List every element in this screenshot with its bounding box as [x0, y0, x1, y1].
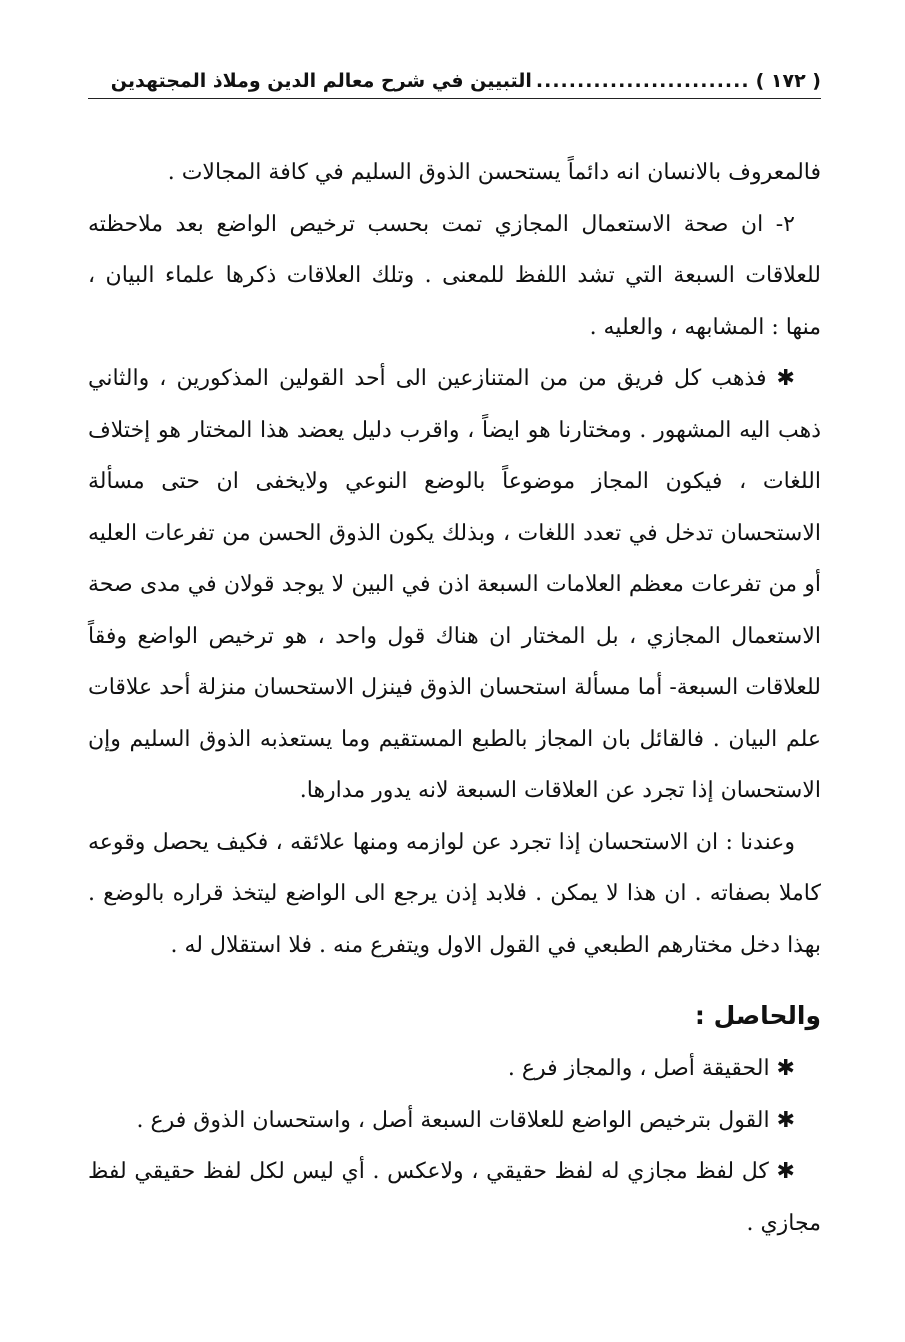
book-title: التبيين في شرح معالم الدين وملاذ المجتهدين [110, 70, 532, 92]
paragraph-intro: فالمعروف بالانسان انه دائماً يستحسن الذوق السليم في كافة المجالات . [167, 160, 821, 185]
conclusion-item: ✱ كل لفظ مجازي له لفظ حقيقي ، ولاعكس . أي ليس لكل لفظ حقيقي لفظ مجازي . [88, 1159, 821, 1236]
paragraph-point-2: ٢- ان صحة الاستعمال المجازي تمت بحسب ترخيص الواضع بعد ملاحظته للعلاقات السبعة التي تشد اللفظ للمعنى . وتلك العلاقات ذكرها علماء البيان ، منها : المشابهه ، والعليه . [88, 211, 821, 340]
paragraph-author-view: وعندنا : ان الاستحسان إذا تجرد عن لوازمه ومنها علائقه ، فكيف يحصل وقوعه كاملا بصفاته . ان هذا لا يمكن . فلابد إذن يرجع الى الواضع ليتخذ قراره بالوضع . بهذا دخل مختارهم الطبعي في القول الاول ويتفرع منه . فلا استقلال له . [88, 829, 821, 958]
page-body [88, 147, 821, 1249]
paragraph-opinions: ✱ فذهب كل فريق من من المتنازعين الى أحد القولين المذكورين ، والثاني ذهب اليه المشهور . ومختارنا هو ايضاً ، واقرب دليل يعضد هذا المختار هو إختلاف اللغات ، فيكون المجاز موضوعاً بالوضع النوعي ولايخفى ان حتى مسألة الاستحسان تدخل في تعدد اللغات ، وبذلك يكون الذوق الحسن من تفرعات العليه أو من تفرعات معظم العلامات السبعة اذن في البين لا يوجد قولان في مدى صحة الاستعمال المجازي ، بل المختار ان هناك قول واحد ، هو ترخيص الواضع وفقاً للعلاقات السبعة- أما مسألة استحسان الذوق فينزل الاستحسان منزلة أحد علاقات علم البيان . فالقائل بان المجاز بالطبع المستقيم وما يستعذبه الذوق السليم وإن الاستحسان إذا تجرد عن العلاقات السبعة لانه يدور مدارها. [88, 366, 821, 803]
running-header [88, 48, 821, 99]
conclusion-item: ✱ الحقيقة أصل ، والمجاز فرع . [507, 1056, 795, 1081]
conclusion-heading: والحاصل : [694, 1001, 821, 1030]
header-dots: .......................... [535, 70, 750, 92]
conclusion-list [88, 1043, 821, 1249]
page-number: ( ١٧٢ ) [755, 70, 821, 92]
conclusion-item: ✱ القول بترخيص الواضع للعلاقات السبعة أصل ، واستحسان الذوق فرع . [136, 1107, 795, 1133]
